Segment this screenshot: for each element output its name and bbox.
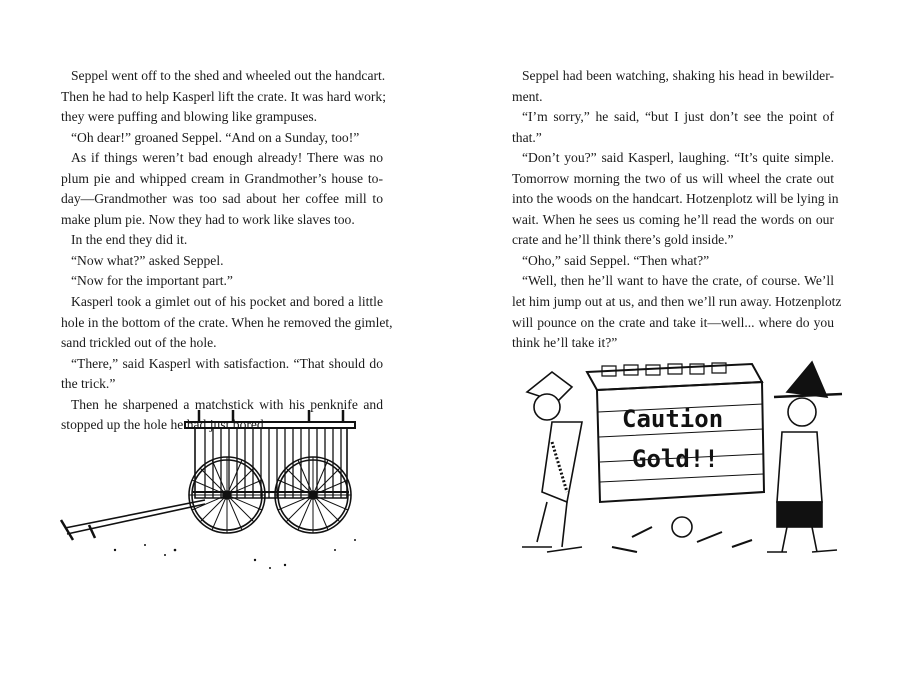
text-line: “There,” said Kasperl with satisfaction. “That should do <box>71 355 383 371</box>
text-line: “Don’t you?” said Kasperl, laughing. “It’s quite simple. <box>522 150 834 166</box>
text-line: let him jump out at us, and then we’ll run away. Hotzenplotz <box>512 294 842 310</box>
text-line: Tomorrow morning the two of us will wheel the crate out <box>512 170 834 186</box>
crate-text-gold: Gold!! <box>632 445 719 473</box>
text-line: Seppel went off to the shed and wheeled out the handcart. <box>71 68 386 83</box>
text-line: into the woods on the handcart. Hotzenplotz will be lying in <box>512 191 839 207</box>
caution-gold-crate-illustration <box>512 352 882 572</box>
crate-text-caution: Caution <box>622 405 724 433</box>
text-line: plum pie and whipped cream in Grandmother’s house to- <box>61 170 383 186</box>
right-page <box>450 0 900 685</box>
text-line: “Oh dear!” groaned Seppel. “And on a Sunday, too!” <box>71 129 360 145</box>
text-line: sand trickled out of the hole. <box>61 335 217 351</box>
text-line: ment. <box>512 88 543 104</box>
text-line: “I’m sorry,” he said, “but I just don’t see the point of <box>522 109 834 125</box>
text-line: stopped up the hole he had just bored. <box>61 417 268 433</box>
left-page-text <box>61 66 393 436</box>
text-line: “Well, then he’ll want to have the crate, of course. We’ll <box>522 273 834 289</box>
text-line: Seppel had been watching, shaking his head in bewilder- <box>522 68 834 83</box>
text-line: “Now what?” asked Seppel. <box>71 252 224 268</box>
text-line: “Oho,” said Seppel. “Then what?” <box>522 252 710 268</box>
text-line: Then he had to help Kasperl lift the crate. It was hard work; <box>61 88 387 104</box>
text-line: Kasperl took a gimlet out of his pocket and bored a little <box>71 294 383 310</box>
text-line: day—Grandmother was too sad about her coffee mill to <box>61 191 383 207</box>
text-line: the trick.” <box>61 376 116 392</box>
text-line: wait. When he sees us coming he’ll read the words on our <box>512 211 834 227</box>
text-line: that.” <box>512 129 542 145</box>
text-line: make plum pie. Now they had to work like slaves too. <box>61 211 355 227</box>
text-line: In the end they did it. <box>71 232 188 248</box>
text-line: As if things weren’t bad enough already! There was no <box>71 150 383 166</box>
text-line: crate and he’ll think there’s gold inside.” <box>512 232 734 248</box>
handcart-illustration <box>55 400 375 590</box>
text-line: will pounce on the crate and take it—well... where do you <box>512 314 834 330</box>
text-line: they were puffing and blowing like grampuses. <box>61 109 318 125</box>
right-page-text <box>512 66 842 354</box>
text-line: “Now for the important part.” <box>71 273 233 289</box>
text-line: Then he sharpened a matchstick with his penknife and <box>71 396 383 412</box>
text-line: hole in the bottom of the crate. When he removed the gimlet, <box>61 314 393 330</box>
text-line: think he’ll take it?” <box>512 335 618 351</box>
